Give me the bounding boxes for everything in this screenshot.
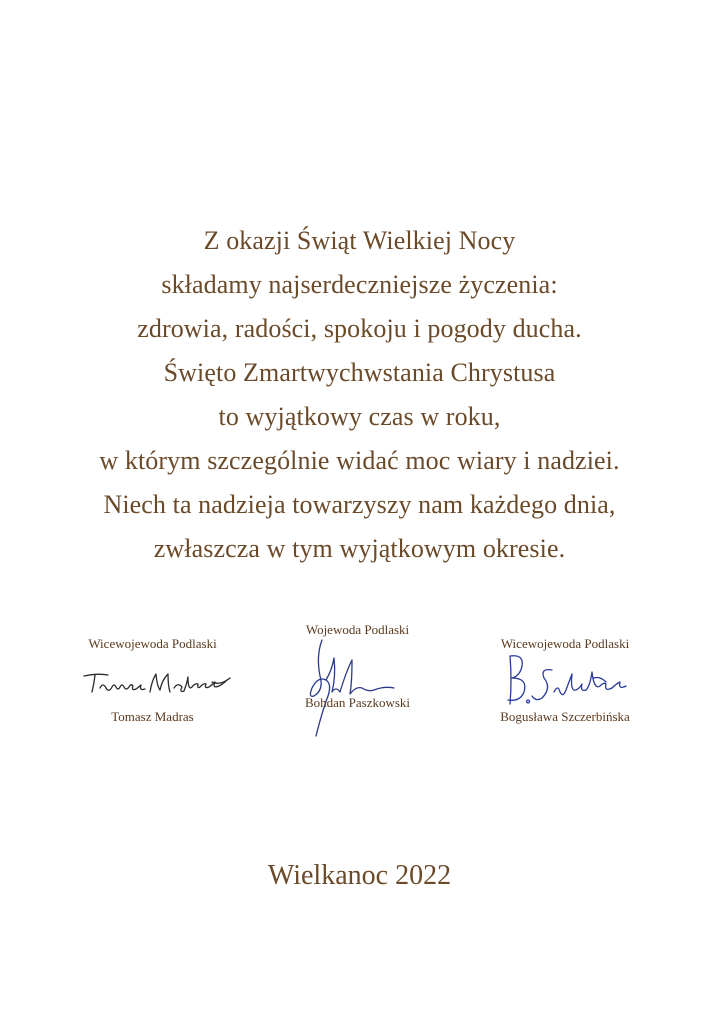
signatory-role: Wicewojewoda Podlaski: [500, 636, 630, 651]
greeting-line: Święto Zmartwychwstania Chrystusa: [163, 358, 556, 387]
footer-date: Wielkanoc 2022: [267, 860, 452, 891]
handwritten-signature-madras: [82, 666, 242, 700]
signatory-name: Tomasz Madras: [111, 709, 194, 724]
signatory-role: Wicewojewoda Podlaski: [88, 636, 217, 651]
greeting-line: Niech ta nadzieja towarzyszy nam każdego dnia,: [103, 490, 616, 519]
greeting-line: zdrowia, radości, spokoju i pogody ducha.: [137, 314, 582, 343]
greeting-text: [0, 219, 719, 571]
greeting-line: Z okazji Świąt Wielkiej Nocy: [203, 226, 516, 255]
signatory-role: Wojewoda Podlaski: [305, 622, 410, 637]
handwritten-signature-szczerbinska: [502, 650, 642, 714]
greeting-line: to wyjątkowy czas w roku,: [218, 402, 501, 431]
handwritten-signature-paszkowski: [302, 636, 422, 746]
greeting-line: w którym szczególnie widać moc wiary i nadziei.: [99, 446, 620, 475]
signatory-name: Bohdan Paszkowski: [304, 695, 411, 710]
greeting-line: składamy najserdeczniejsze życzenia:: [161, 270, 558, 299]
greeting-line: zwłaszcza w tym wyjątkowym okresie.: [153, 534, 566, 563]
signatory-name: Bogusława Szczerbińska: [500, 709, 630, 724]
